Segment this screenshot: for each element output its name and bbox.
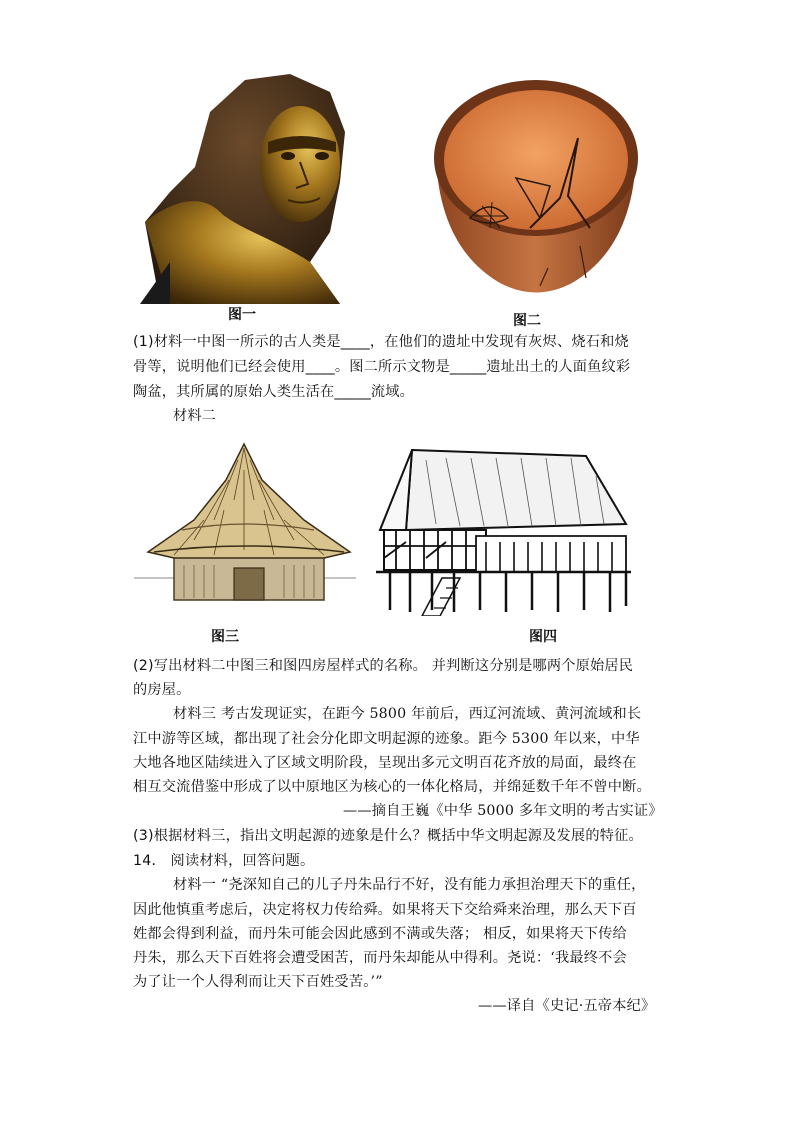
figure-1-caption: 图一 (228, 306, 256, 322)
figure-1-peking-man-bust (140, 72, 355, 304)
material-3-line-4: 相互交流借鉴中形成了以中原地区为核心的一体化格局，并绵延数千年不曾中断。 (133, 779, 651, 795)
q14-material-1-line-2: 因此他慎重考虑后，决定将权力传给舜。如果将天下交给舜来治理，那么天下百 (133, 902, 637, 918)
material-3-source: ——摘自王巍《中华 5000 多年文明的考古实证》 (343, 803, 663, 819)
material-3-line-3: 大地各地区陆续进入了区域文明阶段，呈现出多元文明百花齐放的局面，最终在 (133, 755, 637, 771)
figure-3-caption: 图三 (211, 628, 239, 644)
figure-2-caption: 图二 (513, 312, 541, 328)
question-3: (3)根据材料三，指出文明起源的迹象是什么？概括中华文明起源及发展的特征。 (133, 828, 643, 844)
figure-4-caption: 图四 (529, 628, 557, 644)
q14-material-1-line-5: 为了让一个人得利而让天下百姓受苦。’” (133, 974, 383, 990)
q14-material-1-line-4: 丹朱，那么天下百姓将会遭受困苦，而丹朱却能从中得利。尧说：‘我最终不会 (133, 950, 627, 966)
q14-material-1-line-1: 材料一 “尧深知自己的儿子丹朱品行不好，没有能力承担治理天下的重任， (173, 877, 646, 893)
question-1-line-3: 陶盆，其所属的原始人类生活在_____流域。 (133, 384, 415, 400)
question-2-line-2: 的房屋。 (133, 682, 191, 698)
q14-material-1-line-3: 姓都会得到利益，而丹朱可能会因此感到不满或失落； 相反，如果将天下传给 (133, 926, 627, 942)
material-2-label: 材料二 (173, 408, 217, 424)
q14-material-1-source: ——译自《史记·五帝本纪》 (478, 998, 656, 1014)
material-3-line-1: 材料三 考古发现证实，在距今 5800 年前后，西辽河流域、黄河流域和长 (173, 706, 642, 722)
figure-4-stilt-house (376, 446, 636, 616)
question-1-line-1: (1)材料一中图一所示的古人类是____，在他们的遗址中发现有灰烬、烧石和烧 (133, 334, 629, 350)
question-14-heading: 14． 阅读材料，回答问题。 (133, 853, 315, 869)
figure-3-thatched-hut (134, 440, 356, 610)
question-1-line-2: 骨等，说明他们已经会使用____。图二所示文物是_____遗址出土的人面鱼纹彩 (133, 359, 631, 375)
material-3-line-2: 江中游等区域，都出现了社会分化即文明起源的迹象。距今 5300 年以来，中华 (133, 731, 640, 747)
question-2-line-1: (2)写出材料二中图三和图四房屋样式的名称。 并判断这分别是哪两个原始居民 (133, 658, 634, 674)
figure-2-painted-pottery-basin (430, 78, 642, 302)
